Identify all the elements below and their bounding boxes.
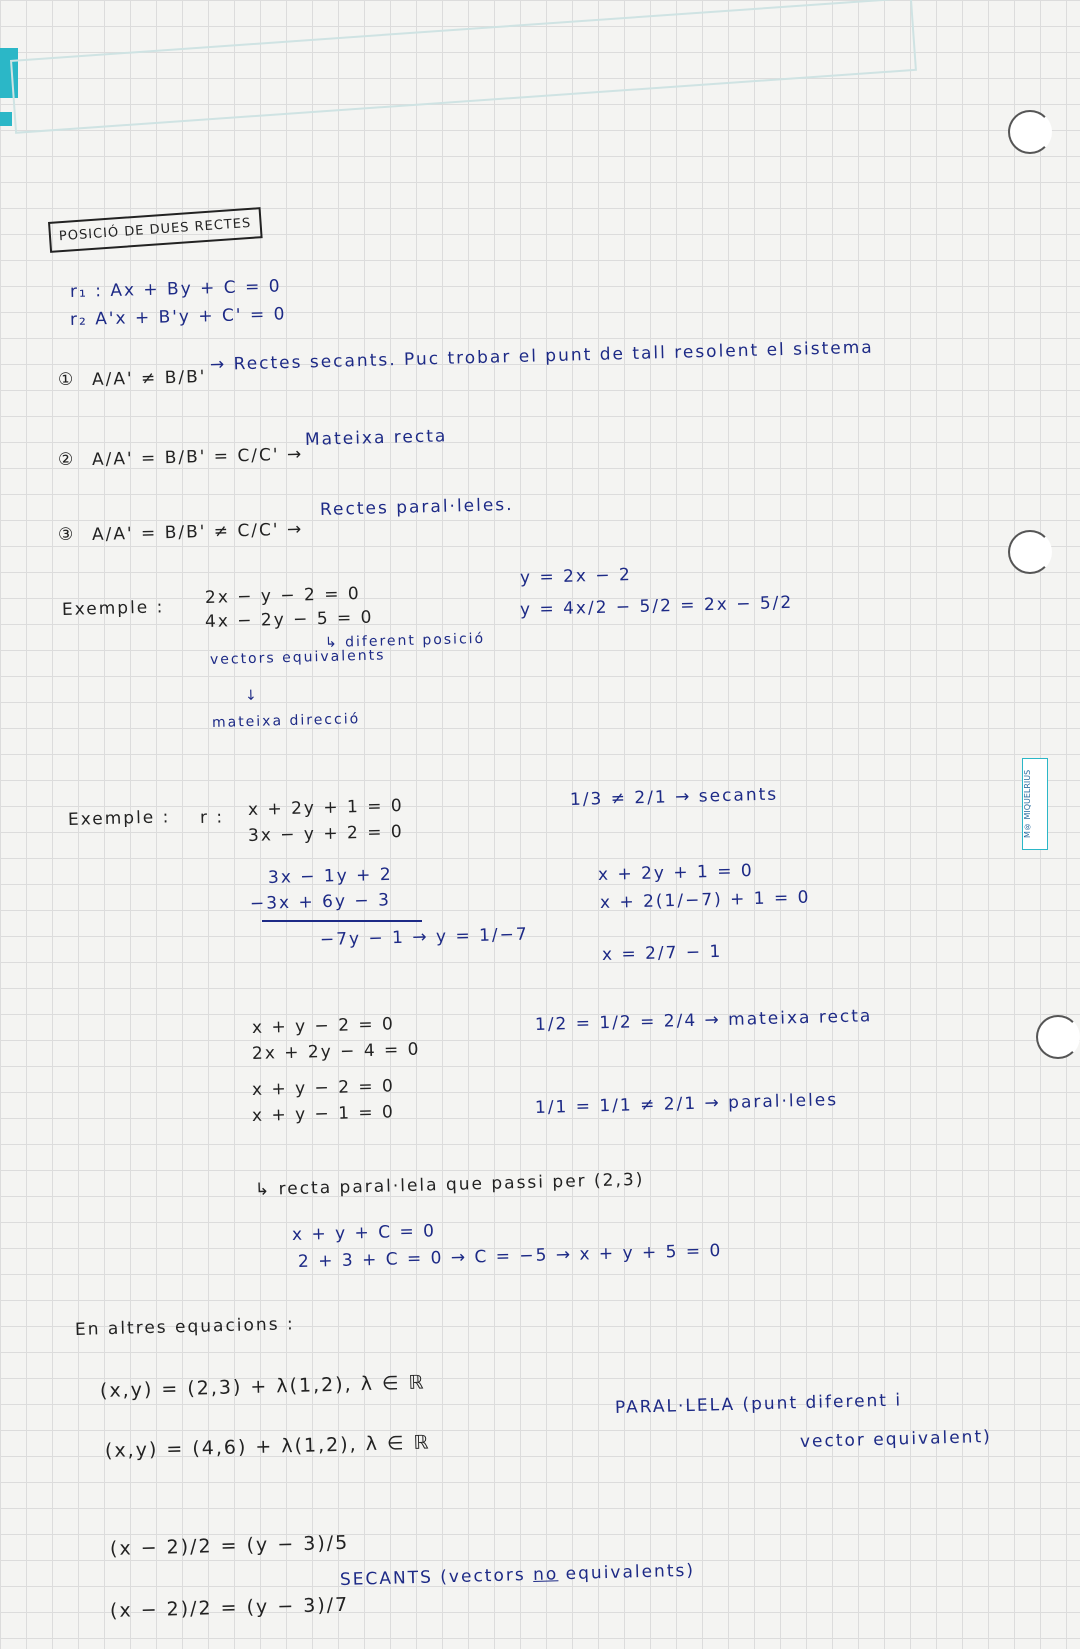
case-num: ② (57, 449, 76, 470)
equation: 2x + 2y − 4 = 0 (251, 1039, 421, 1064)
ratio: 1/2 = 1/2 = 2/4 → mateixa recta (534, 1006, 873, 1035)
case-cond: A/A' ≠ B/B' (91, 367, 207, 390)
work: −3x + 6y − 3 (249, 890, 392, 914)
note: vectors equivalents (209, 647, 386, 668)
page-title: POSICIÓ DE DUES RECTES (48, 207, 262, 253)
conclusion-text: SECANTS (vectors (339, 1565, 526, 1590)
r-label: r : (199, 807, 225, 828)
ratio: 1/1 = 1/1 ≠ 2/1 → paral·leles (534, 1090, 839, 1118)
brand-logo: M® MIQUELRIUS (1022, 758, 1048, 850)
work: x = 2/7 − 1 (601, 941, 723, 965)
work: −7y − 1 → y = 1/−7 (319, 924, 529, 950)
system-line: r₂ A'x + B'y + C' = 0 (69, 304, 287, 330)
work: x + 2y + 1 = 0 (597, 860, 754, 885)
equation: x + y − 2 = 0 (251, 1076, 396, 1100)
binder-hole (1008, 110, 1052, 154)
note: mateixa direcció (211, 711, 361, 731)
equation: 3x − y + 2 = 0 (247, 821, 404, 846)
example-label: Exemple : (67, 807, 171, 830)
sum-line (262, 920, 422, 922)
equation: (x − 2)/2 = (y − 3)/7 (109, 1593, 350, 1622)
work: 3x − 1y + 2 (267, 864, 393, 888)
equation: 4x − 2y − 5 = 0 (204, 607, 374, 632)
case-num: ③ (57, 524, 76, 545)
work: x + 2(1/−7) + 1 = 0 (599, 887, 811, 913)
note: ↳ recta paral·lela que passi per (2,3) (254, 1169, 645, 1200)
equation: (x − 2)/2 = (y − 3)/5 (109, 1531, 350, 1560)
ratio: 1/3 ≠ 2/1 → secants (569, 784, 779, 810)
equation: (x,y) = (2,3) + λ(1,2), λ ∈ ℝ (99, 1371, 426, 1402)
equation: 2x − y − 2 = 0 (204, 583, 361, 608)
equation: x + 2y + 1 = 0 (247, 795, 404, 820)
work: x + y + C = 0 (291, 1221, 437, 1245)
conclusion-text: equivalents) (565, 1560, 696, 1585)
binder-hole (1036, 1015, 1080, 1059)
equation: y = 4x/2 − 5/2 = 2x − 5/2 (519, 592, 794, 620)
case-result: → Rectes secants. Puc trobar el punt de tall resolent el sistema (209, 337, 874, 375)
equation: x + y − 1 = 0 (251, 1102, 396, 1126)
case-cond: A/A' = B/B' ≠ C/C' → (91, 519, 304, 545)
case-result: Mateixa recta (304, 426, 448, 450)
equation: x + y − 2 = 0 (251, 1014, 396, 1038)
conclusion-underlined: no (532, 1564, 559, 1585)
system-line: r₁ : Ax + By + C = 0 (69, 276, 282, 302)
equation: (x,y) = (4,6) + λ(1,2), λ ∈ ℝ (104, 1431, 431, 1462)
work: 2 + 3 + C = 0 → C = −5 → x + y + 5 = 0 (297, 1240, 723, 1272)
conclusion (340, 1561, 695, 1590)
conclusion: PARAL·LELA (punt diferent i (614, 1390, 903, 1418)
note: ↳ diferent posició (324, 630, 486, 651)
conclusion: vector equivalent) (799, 1426, 993, 1452)
section-label: En altres equacions : (74, 1314, 295, 1340)
header-box (10, 0, 917, 134)
case-num: ① (57, 369, 76, 390)
binder-hole (1008, 530, 1052, 574)
equation: y = 2x − 2 (519, 565, 633, 588)
case-result: Rectes paral·leles. (319, 494, 514, 520)
tab-marker (0, 112, 12, 126)
example-label: Exemple : (61, 597, 165, 620)
case-cond: A/A' = B/B' = C/C' → (91, 444, 304, 470)
note-arrow: ↓ (244, 687, 259, 704)
